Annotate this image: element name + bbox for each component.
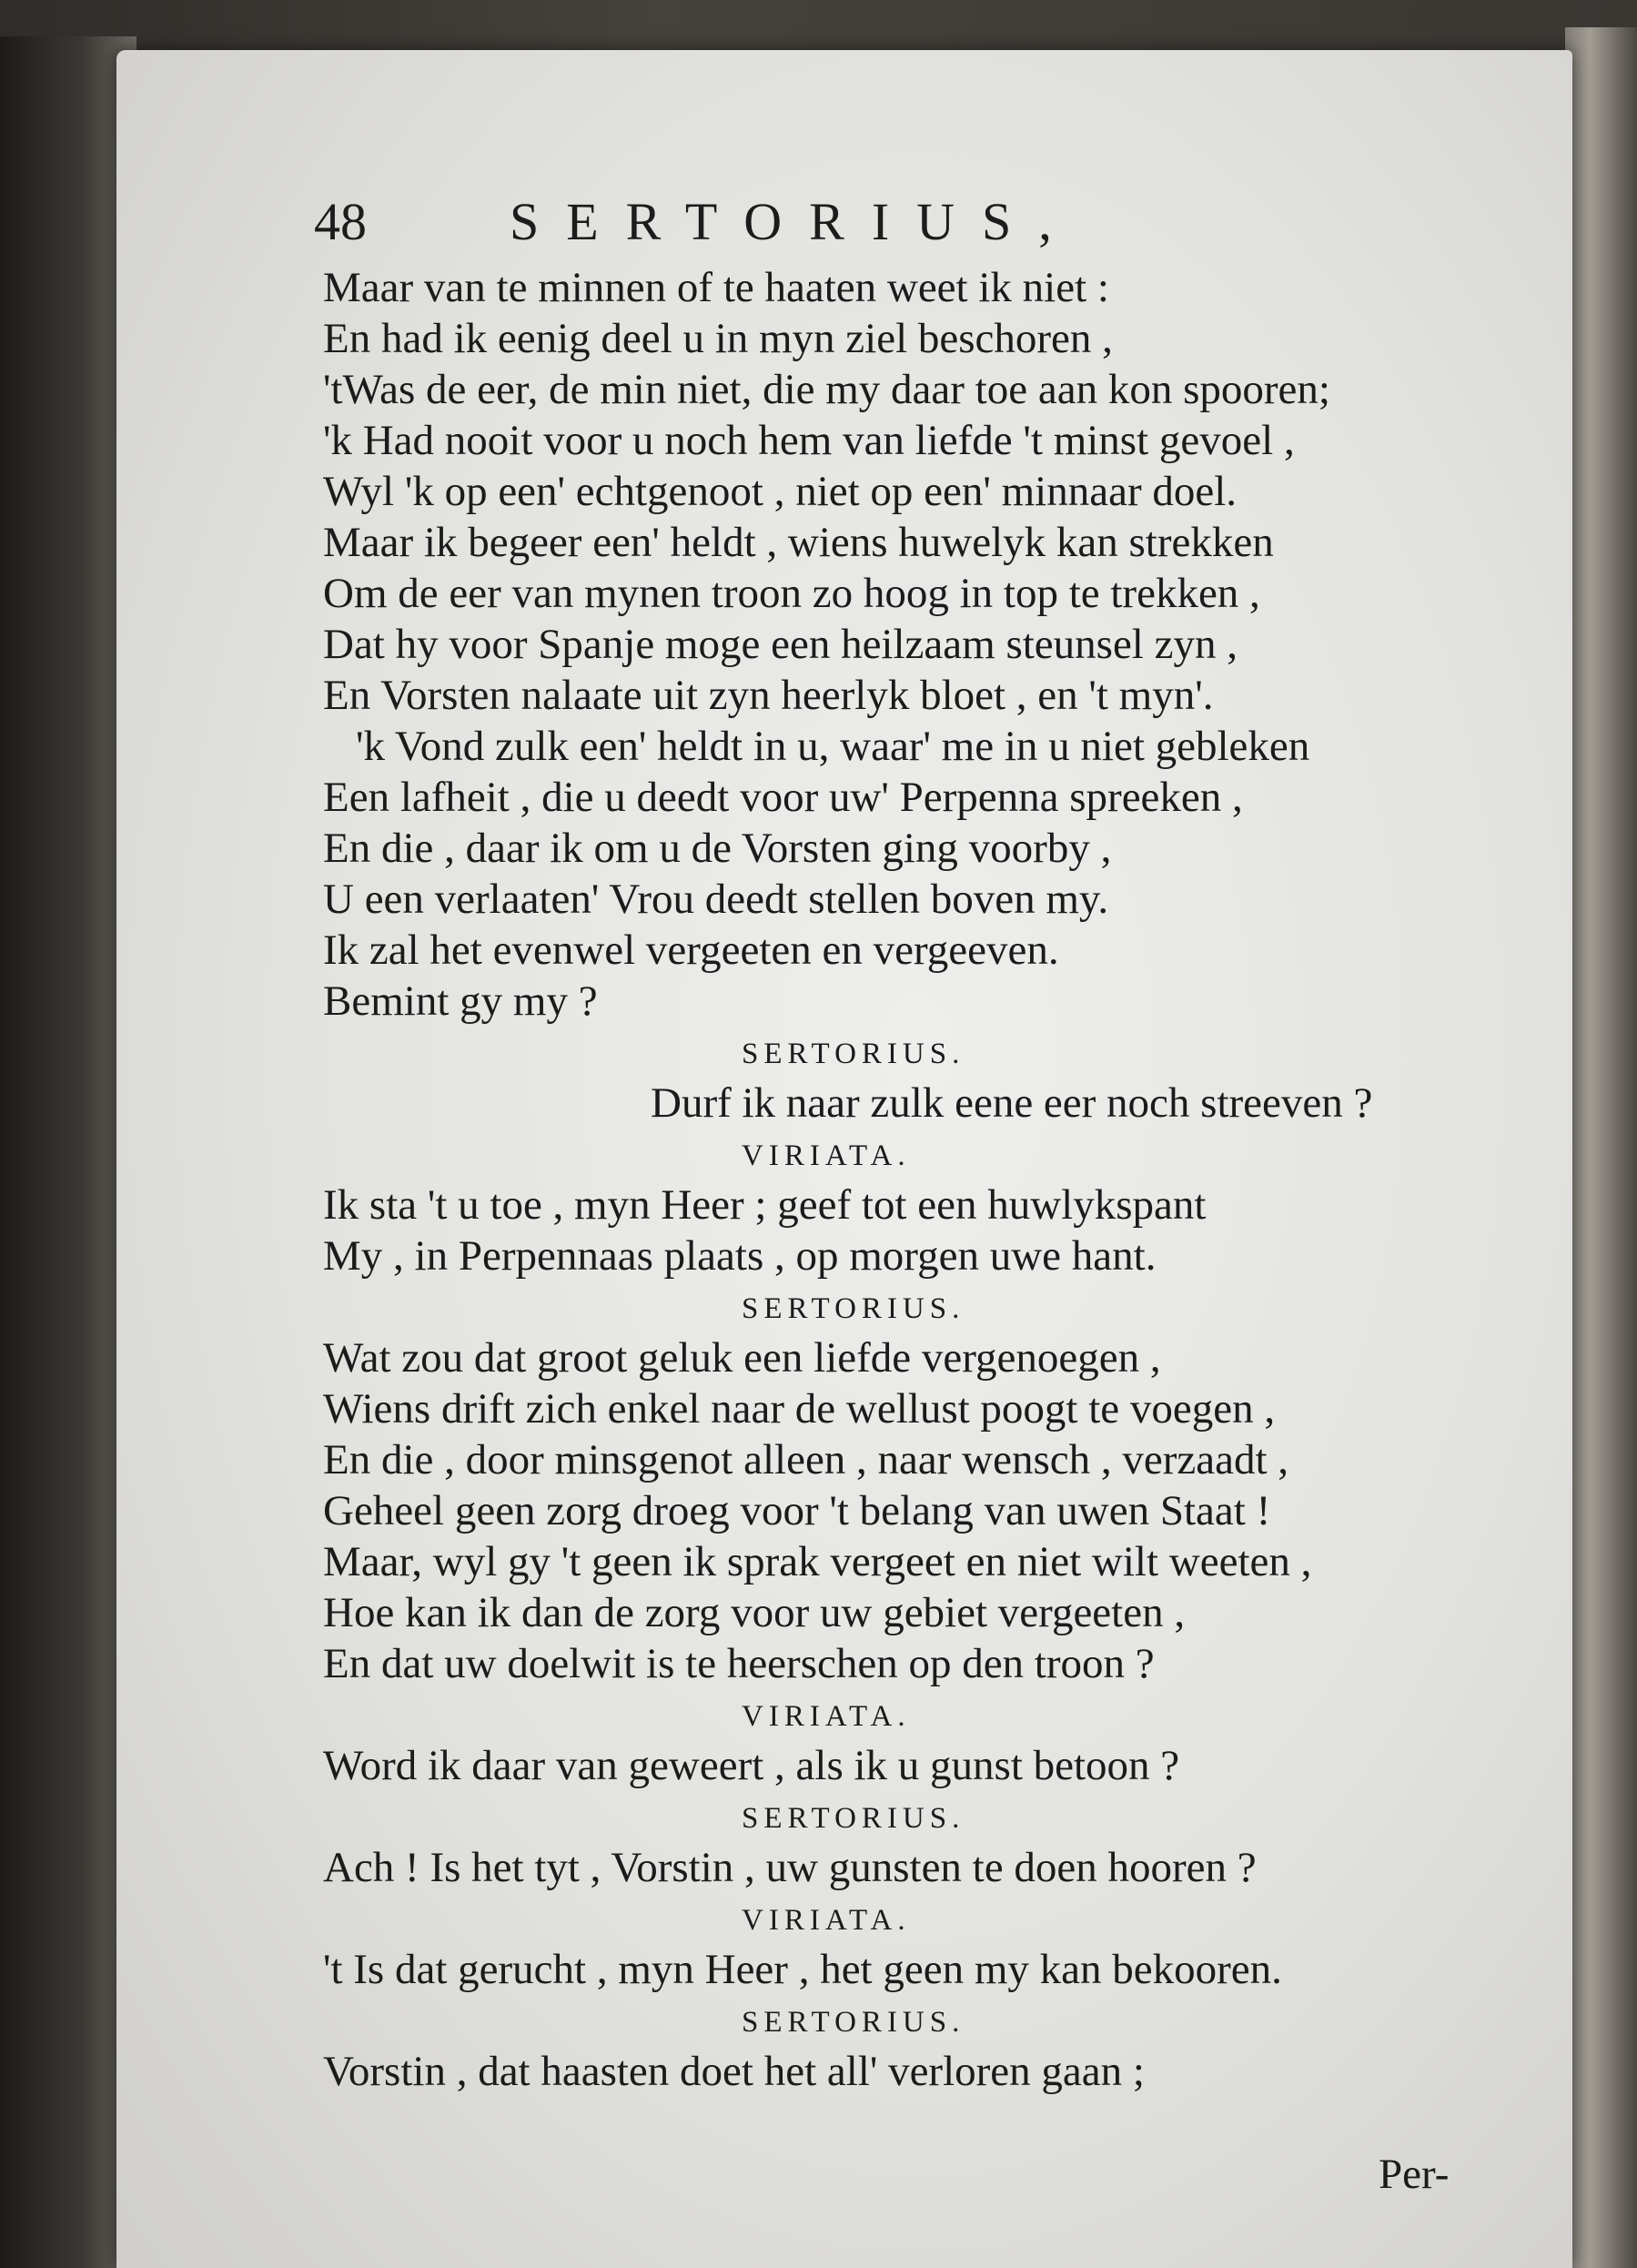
verse-line: Ik sta 't u toe , myn Heer ; geef tot een huwlykspant: [323, 1181, 1207, 1229]
page-number: 48: [314, 192, 367, 251]
verse-line: Maar, wyl gy 't geen ik sprak vergeet en niet wilt weeten ,: [323, 1538, 1312, 1585]
verse-line: Maar van te minnen of te haaten weet ik niet :: [323, 264, 1109, 311]
speaker-name: SERTORIUS.: [742, 1292, 965, 1325]
running-head: SERTORIUS,: [510, 192, 1079, 251]
speaker-name: SERTORIUS.: [742, 2006, 965, 2039]
verse-line: 'tWas de eer, de min niet, die my daar toe aan kon spooren;: [323, 366, 1330, 413]
verse-line: Geheel geen zorg droeg voor 't belang van uwen Staat !: [323, 1487, 1271, 1534]
verse-line: My , in Perpennaas plaats , op morgen uwe hant.: [323, 1232, 1157, 1280]
verse-line: Dat hy voor Spanje moge een heilzaam steunsel zyn ,: [323, 621, 1238, 668]
verse-line: En dat uw doelwit is te heerschen op den troon ?: [323, 1640, 1155, 1687]
verse-line: U een verlaaten' Vrou deedt stellen boven my.: [323, 876, 1109, 923]
verse-line: Bemint gy my ?: [323, 977, 598, 1025]
verse-line: Ik zal het evenwel vergeeten en vergeeven.: [323, 926, 1059, 974]
verse-line: 't Is dat gerucht , myn Heer , het geen my kan bekooren.: [323, 1946, 1282, 1993]
speaker-name: VIRIATA.: [742, 1700, 911, 1733]
facing-page-edge: [1565, 27, 1637, 2268]
verse-line: Hoe kan ik dan de zorg voor uw gebiet vergeeten ,: [323, 1589, 1186, 1636]
verse-line: En had ik eenig deel u in myn ziel beschoren ,: [323, 315, 1113, 362]
verse-line: En die , daar ik om u de Vorsten ging voorby ,: [323, 825, 1112, 872]
verse-line: Ach ! Is het tyt , Vorstin , uw gunsten te doen hooren ?: [323, 1844, 1257, 1891]
verse-line: Vorstin , dat haasten doet het all' verloren gaan ;: [323, 2048, 1145, 2095]
verse-line: Een lafheit , die u deedt voor uw' Perpenna spreeken ,: [323, 774, 1243, 821]
verse-line: 'k Had nooit voor u noch hem van liefde 't minst gevoel ,: [323, 417, 1295, 464]
verse-line: Word ik daar van geweert , als ik u gunst betoon ?: [323, 1742, 1180, 1789]
verse-line: Wat zou dat groot geluk een liefde vergenoegen ,: [323, 1334, 1161, 1382]
verse-line: Wiens drift zich enkel naar de wellust poogt te voegen ,: [323, 1385, 1276, 1433]
verse-line: 'k Vond zulk een' heldt in u, waar' me in u niet gebleken: [356, 723, 1310, 770]
catchword: Per-: [1379, 2151, 1450, 2198]
speaker-name: VIRIATA.: [742, 1904, 911, 1937]
verse-line: Maar ik begeer een' heldt , wiens huwelyk kan strekken: [323, 519, 1274, 566]
speaker-name: SERTORIUS.: [742, 1038, 965, 1070]
verse-line: En Vorsten nalaate uit zyn heerlyk bloet , en 't myn'.: [323, 672, 1214, 719]
speaker-name: VIRIATA.: [742, 1139, 911, 1172]
speaker-name: SERTORIUS.: [742, 1802, 965, 1835]
verse-line: En die , door minsgenot alleen , naar wensch , verzaadt ,: [323, 1436, 1289, 1483]
verse-line: Durf ik naar zulk eene eer noch streeven ?: [651, 1079, 1373, 1127]
verse-line: Om de eer van mynen troon zo hoog in top te trekken ,: [323, 570, 1260, 617]
play-text: [323, 262, 1506, 2097]
page-header: [314, 191, 1297, 255]
verse-line: Wyl 'k op een' echtgenoot , niet op een' minnaar doel.: [323, 468, 1238, 515]
